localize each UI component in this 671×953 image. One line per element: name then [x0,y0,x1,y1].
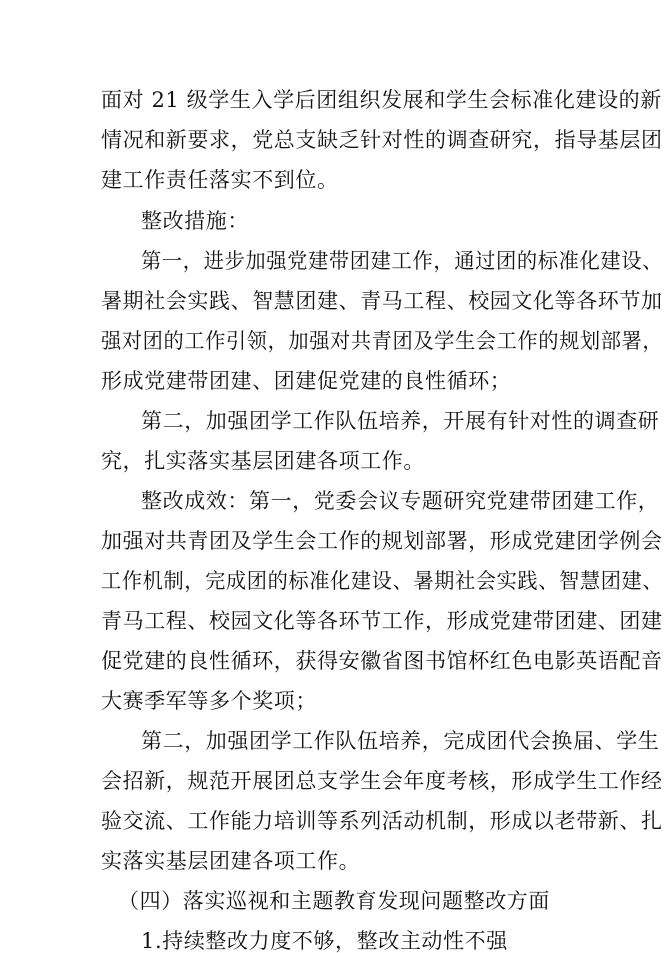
section-label: 整改措施： [141,209,249,233]
paragraph-line: 强对团的工作引领，加强对共青团及学生会工作的规划部署， [101,329,664,353]
paragraph-line: 情况和新要求，党总支缺乏针对性的调查研究，指导基层团 [101,128,663,152]
paragraph-line: 验交流、工作能力培训等系列活动机制，形成以老带新、扎 [101,809,663,833]
paragraph-line: 促党建的良性循环，获得安徽省图书馆杯红色电影英语配音 [101,649,663,673]
paragraph-line: 实落实基层团建各项工作。 [101,849,361,873]
paragraph-line: 会招新，规范开展团总支学生会年度考核，形成学生工作经 [101,769,663,793]
paragraph-line: 第二，加强团学工作队伍培养，完成团代会换届、学生 [141,729,660,753]
paragraph-line: 工作机制，完成团的标准化建设、暑期社会实践、智慧团建、 [101,569,664,593]
item-heading: 1.持续整改力度不够，整改主动性不强 [141,929,508,953]
paragraph-line: 第二，加强团学工作队伍培养，开展有针对性的调查研 [141,409,660,433]
paragraph-line: 建工作责任落实不到位。 [101,168,339,192]
paragraph-line: 整改成效：第一，党委会议专题研究党建带团建工作， [141,489,660,513]
paragraph-line: 形成党建带团建、团建促党建的良性循环； [101,369,512,393]
section-heading: （四）落实巡视和主题教育发现问题整改方面 [118,889,550,913]
paragraph-line: 究，扎实落实基层团建各项工作。 [101,449,425,473]
paragraph-line: 暑期社会实践、智慧团建、青马工程、校园文化等各环节加 [101,289,663,313]
paragraph-line: 青马工程、校园文化等各环节工作，形成党建带团建、团建 [101,609,663,633]
paragraph-line: 加强对共青团及学生会工作的规划部署，形成党建团学例会 [101,529,663,553]
paragraph-line: 面对 21 级学生入学后团组织发展和学生会标准化建设的新 [101,88,662,112]
paragraph-line: 第一，进步加强党建带团建工作，通过团的标准化建设、 [141,249,663,273]
paragraph-line: 大赛季军等多个奖项； [101,689,317,713]
